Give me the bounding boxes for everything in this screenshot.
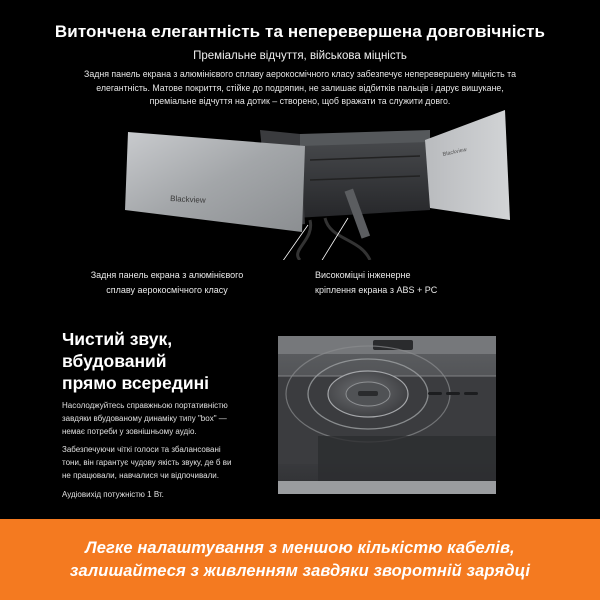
right-aluminium-panel	[425, 110, 510, 220]
sound-paragraph	[62, 444, 262, 482]
caption-right	[315, 268, 495, 298]
bottom-banner	[0, 519, 600, 600]
sound-paragraph: Аудіовихід потужністю 1 Вт.	[62, 489, 164, 499]
sound-heading-line: вбудований	[62, 351, 167, 371]
sound-line: тони, він гарантує чудову якість звуку, де б ви	[62, 458, 232, 468]
page-subtitle: Преміальне відчуття, військова міцність	[193, 50, 407, 62]
sound-line: не працювали, навчалися чи відпочивали.	[62, 470, 219, 480]
product-hero-image	[100, 100, 520, 260]
page-title: Витончена елегантність та неперевершена довговічність	[54, 22, 546, 41]
banner-line: Легке налаштування з меншою кількістю кабелів,	[85, 538, 515, 557]
sound-line: Насолоджуйтесь справжньою портативністю	[62, 401, 228, 410]
sound-heading-line: Чистий звук,	[62, 329, 173, 349]
intro-line: преміальне відчуття на дотик – створено, щоб вражати та служити довго.	[149, 96, 451, 106]
sound-description	[62, 400, 262, 508]
sound-heading-line: прямо всередині	[62, 373, 210, 393]
caption-line: кріплення екрана з ABS + PC	[315, 285, 438, 295]
caption-left	[82, 268, 252, 298]
caption-line: сплаву аерокосмічного класу	[106, 285, 228, 295]
sound-line: завдяки вбудованому динаміку типу "box" —	[62, 413, 227, 423]
left-aluminium-panel	[125, 132, 305, 232]
caption-line: Задня панель екрана з алюмінієвого	[90, 270, 244, 280]
banner-line: залишайтеся з живленням завдяки зворотній зарядці	[69, 561, 531, 580]
brand-logo: Blackview	[169, 194, 206, 205]
speaker-closeup-image	[278, 336, 496, 494]
sound-line: немає потреби у зовнішньому аудіо.	[62, 426, 197, 436]
brand-logo-small: Blackview	[442, 147, 468, 158]
sound-paragraph	[62, 400, 262, 438]
caption-line: Високоміцні інженерне	[315, 270, 411, 280]
sound-heading	[62, 328, 272, 394]
intro-line: елегантність. Матове покриття, стійке до подряпин, не залишає відбитків пальців і дарує вишукане,	[96, 82, 504, 93]
intro-line: Задня панель екрана з алюмінієвого сплаву аерокосмічного класу забезпечує неперевершену міцність та	[84, 69, 516, 79]
sound-line: Забезпечуючи чіткі голоси та збалансовані	[62, 445, 221, 455]
